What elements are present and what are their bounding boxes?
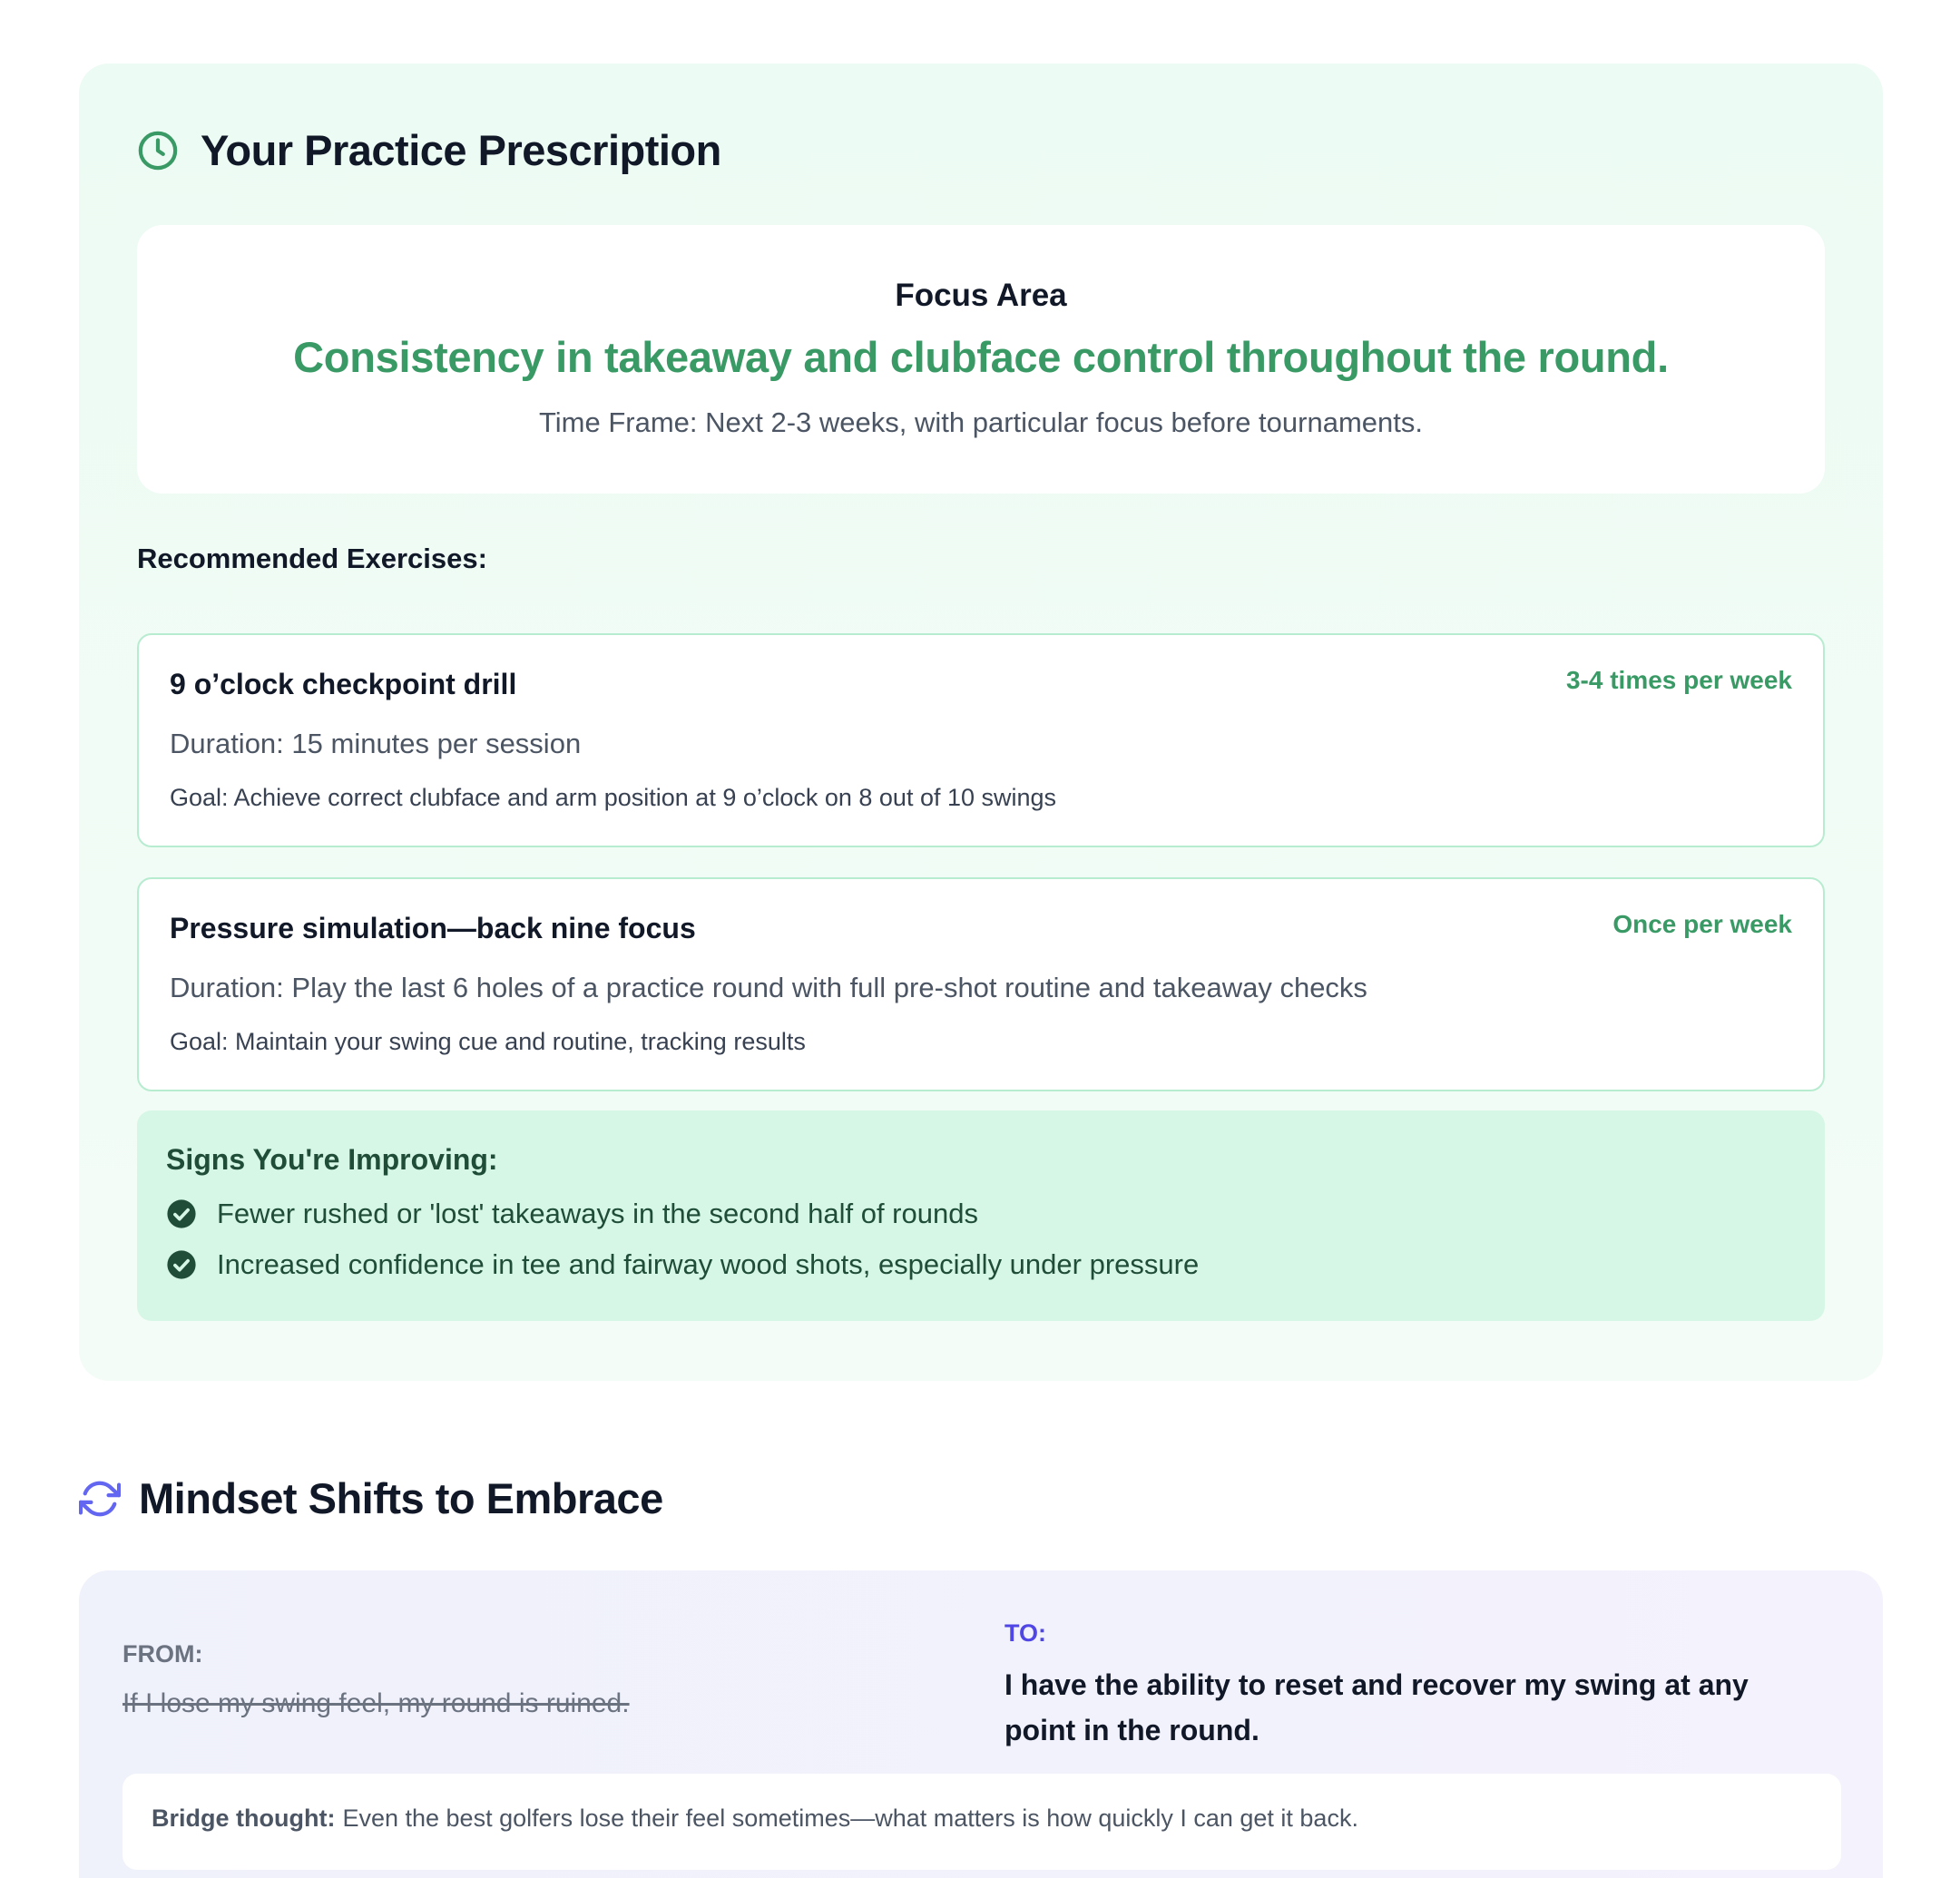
bridge-label: Bridge thought: — [152, 1805, 336, 1832]
refresh-icon — [79, 1478, 121, 1520]
exercise-card — [137, 633, 1825, 847]
exercise-frequency: Once per week — [1612, 910, 1792, 938]
sign-item — [166, 1198, 978, 1230]
practice-header — [137, 125, 721, 175]
from-label: FROM: — [122, 1640, 203, 1668]
check-circle-icon — [166, 1249, 197, 1280]
signs-improving-box — [137, 1110, 1825, 1321]
exercise-name: Pressure simulation—back nine focus — [170, 912, 696, 944]
focus-area-label: Focus Area — [895, 278, 1067, 313]
check-circle-icon — [166, 1198, 197, 1229]
sign-item-text: Increased confidence in tee and fairway wood shots, especially under pressure — [217, 1248, 1200, 1280]
mindset-shift-card — [79, 1570, 1883, 1878]
exercise-goal: Goal: Achieve correct clubface and arm position at 9 o’clock on 8 out of 10 swings — [170, 784, 1057, 811]
exercise-duration: Duration: Play the last 6 holes of a practice round with full pre-shot routine and takeaway checks — [170, 972, 1367, 1003]
focus-time-frame: Time Frame: Next 2-3 weeks, with particular focus before tournaments. — [538, 406, 1423, 438]
exercises-title: Recommended Exercises: — [137, 543, 487, 574]
bridge-text: Even the best golfers lose their feel sometimes—what matters is how quickly I can get it back. — [342, 1805, 1358, 1832]
sign-item — [166, 1248, 1199, 1281]
clock-icon — [137, 130, 179, 171]
focus-area-text: Consistency in takeaway and clubface control throughout the round. — [293, 333, 1669, 381]
bridge-thought-box — [122, 1774, 1841, 1870]
exercise-card — [137, 877, 1825, 1091]
mindset-title: Mindset Shifts to Embrace — [139, 1474, 663, 1522]
exercise-duration: Duration: 15 minutes per session — [170, 728, 582, 759]
exercise-goal: Goal: Maintain your swing cue and routine, tracking results — [170, 1028, 806, 1055]
mindset-header — [79, 1473, 663, 1523]
sign-item-text: Fewer rushed or 'lost' takeaways in the second half of rounds — [217, 1198, 978, 1229]
to-text: I have the ability to reset and recover my swing at any point in the round. — [1004, 1668, 1749, 1746]
practice-title: Your Practice Prescription — [201, 126, 721, 174]
practice-prescription-card — [79, 64, 1883, 1381]
from-text: If I lose my swing feel, my round is ruined. — [122, 1688, 630, 1718]
focus-area-box — [137, 225, 1825, 494]
exercise-name: 9 o’clock checkpoint drill — [170, 668, 517, 700]
signs-title: Signs You're Improving: — [166, 1143, 498, 1176]
to-label: TO: — [1004, 1619, 1046, 1647]
exercise-frequency: 3-4 times per week — [1565, 666, 1792, 694]
